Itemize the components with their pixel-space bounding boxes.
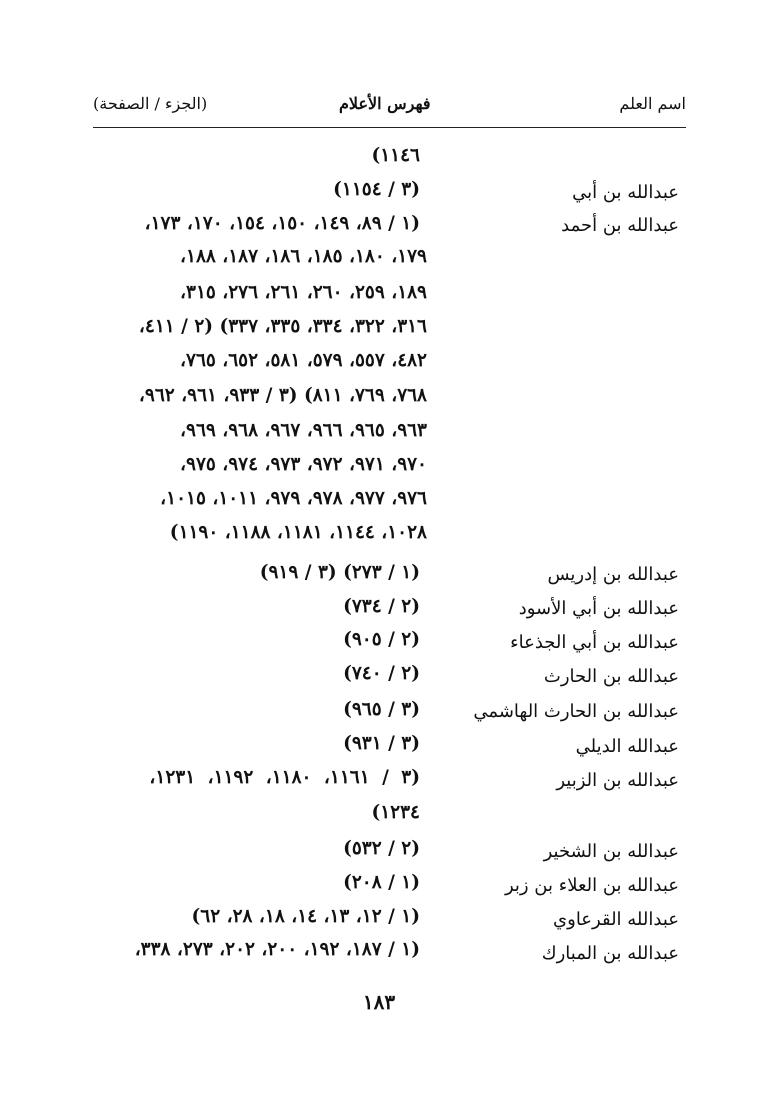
reference-line: ٤٨٢، ٥٥٧، ٥٧٩، ٥٨١، ٦٥٢، ٧٦٥،: [180, 350, 427, 371]
index-name: عبدالله بن الحارث الهاشمي: [473, 701, 679, 722]
reference-line: ١١٤٦): [371, 145, 420, 166]
reference-line: (٢ / ٧٣٤): [343, 596, 420, 617]
index-name: عبدالله بن أبي الجذعاء: [510, 632, 679, 653]
reference-line: ٩٧٠، ٩٧١، ٩٧٢، ٩٧٣، ٩٧٤، ٩٧٥،: [180, 454, 427, 475]
reference-line: ٩٧٦، ٩٧٧، ٩٧٨، ٩٧٩، ١٠١١، ١٠١٥،: [160, 488, 427, 509]
index-name: عبدالله القرعاوي: [553, 909, 679, 930]
index-name: عبدالله بن أبي الأسود: [518, 598, 679, 619]
reference-line: ٩٦٣، ٩٦٥، ٩٦٦، ٩٦٧، ٩٦٨، ٩٦٩،: [180, 420, 427, 441]
index-name: عبدالله بن العلاء بن زبر: [504, 875, 679, 896]
index-name: عبدالله بن المبارك: [541, 943, 679, 964]
reference-line: (١ / ٢٠٨): [343, 872, 420, 893]
reference-line: (٣ / ١١٥٤): [333, 179, 420, 200]
reference-line: ١٨٩، ٢٥٩، ٢٦٠، ٢٦١، ٢٧٦، ٣١٥،: [180, 282, 427, 303]
page-title: فهرس الأعلام: [339, 94, 431, 113]
header-rule: [93, 127, 686, 128]
reference-line: (١ / ٢٧٣) (٣ / ٩١٩): [259, 562, 420, 583]
reference-line: (١ / ١٢، ١٣، ١٤، ١٨، ٢٨، ٦٢): [191, 906, 420, 927]
index-name: عبدالله بن أبي: [572, 182, 679, 203]
header-name-column: اسم العلم: [619, 94, 686, 113]
reference-line: ١٢٣٤): [371, 802, 420, 823]
reference-line: ٣١٦، ٣٢٢، ٣٣٤، ٣٣٥، ٣٣٧) (٢ / ٤١١،: [138, 316, 427, 337]
reference-line: ١٠٢٨، ١١٤٤، ١١٨١، ١١٨٨، ١١٩٠): [169, 522, 427, 543]
reference-line: (٣ / ٩٣١): [343, 733, 420, 754]
index-name: عبدالله بن الزبير: [556, 770, 679, 791]
reference-line: (٣ / ٩٦٥): [343, 699, 420, 720]
index-name: عبدالله بن أحمد: [561, 215, 679, 236]
index-name: عبدالله بن الشخير: [543, 841, 679, 862]
index-name: عبدالله بن الحارث: [543, 666, 679, 687]
reference-line: ٧٦٨، ٧٦٩، ٨١١) (٣ / ٩٣٣، ٩٦١، ٩٦٢،: [138, 385, 427, 406]
reference-line: (٢ / ٩٠٥): [343, 629, 420, 650]
reference-line: (٢ / ٥٣٢): [343, 838, 420, 859]
reference-line: (٢ / ٧٤٠): [343, 663, 420, 684]
reference-line: (٣ / ١١٦١، ١١٨٠، ١١٩٢، ١٢٣١،: [149, 767, 420, 788]
index-name: عبدالله الديلي: [575, 736, 679, 757]
reference-line: (١ / ١٨٧، ١٩٢، ٢٠٠، ٢٠٢، ٢٧٣، ٣٣٨،: [134, 939, 420, 960]
reference-line: ١٧٩، ١٨٠، ١٨٥، ١٨٦، ١٨٧، ١٨٨،: [180, 246, 427, 267]
reference-line: (١ / ٨٩، ١٤٩، ١٥٠، ١٥٤، ١٧٠، ١٧٣،: [144, 213, 420, 234]
header-reference-column: (الجزء / الصفحة): [93, 94, 208, 113]
index-name: عبدالله بن إدريس: [547, 564, 679, 585]
page-number: ١٨٣: [362, 990, 396, 1014]
